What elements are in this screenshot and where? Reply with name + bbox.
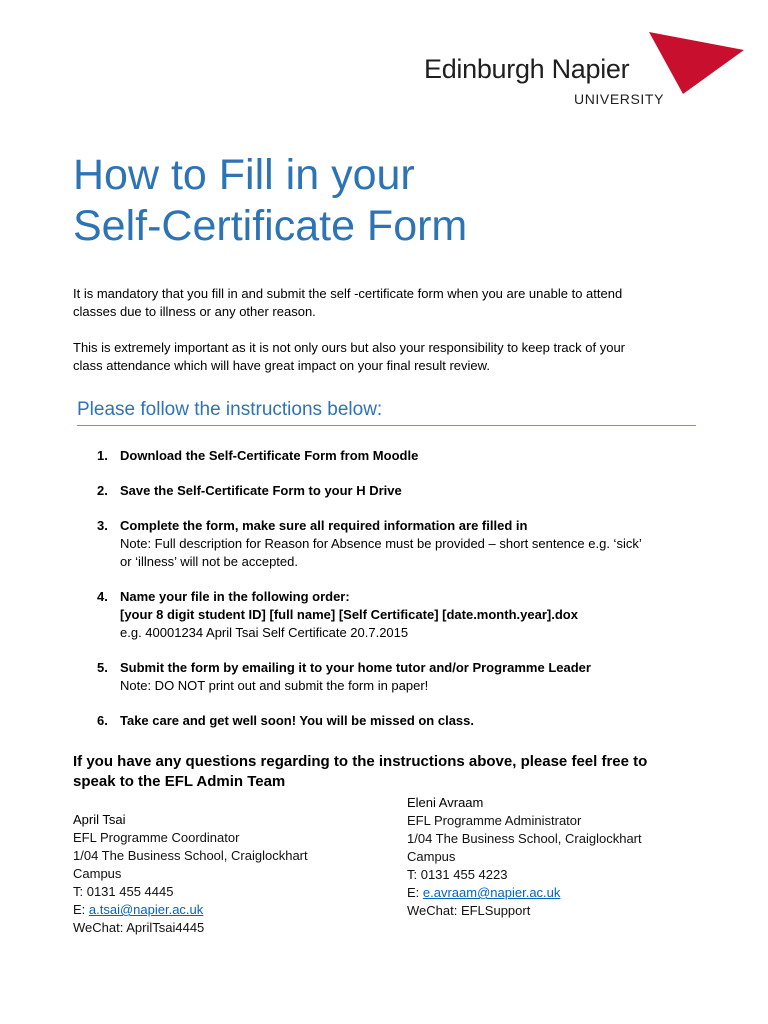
closing-message: [73, 752, 693, 792]
closing-line-1: If you have any questions regarding to the instructions above, please feel free to: [73, 753, 648, 770]
logo-name: Edinburgh Napier: [424, 54, 630, 84]
contact-card-april: [73, 811, 308, 937]
instruction-step: [97, 659, 717, 695]
contact-name: April Tsai: [73, 812, 126, 827]
closing-line-2: speak to the EFL Admin Team: [73, 773, 286, 790]
step-note: or ‘illness’ will not be accepted.: [120, 554, 298, 569]
page-title: [73, 150, 467, 252]
contact-address-line-2: Campus: [73, 866, 122, 881]
contact-role: EFL Programme Administrator: [407, 813, 582, 828]
contact-email-link[interactable]: e.avraam@napier.ac.uk: [422, 885, 561, 900]
step-title: Download the Self-Certificate Form from Moodle: [120, 448, 419, 463]
contact-email-link[interactable]: a.tsai@napier.ac.uk: [88, 902, 204, 917]
instruction-list: [97, 447, 717, 747]
step-title: Take care and get well soon! You will be missed on class.: [120, 713, 475, 728]
step-number: 1.: [97, 448, 108, 463]
university-logo: [424, 32, 744, 112]
step-title: Complete the form, make sure all required information are filled in: [120, 518, 528, 533]
step-example: e.g. 40001234 April Tsai Self Certificate 20.7.2015: [120, 625, 409, 640]
instruction-step: [97, 447, 717, 465]
step-number: 6.: [97, 713, 108, 728]
intro-p1-line-1: It is mandatory that you fill in and submit the self -certificate form when you are unable to attend: [73, 286, 623, 301]
step-note: Note: DO NOT print out and submit the form in paper!: [120, 678, 429, 693]
step-number: 5.: [97, 660, 108, 675]
contact-address-line-1: 1/04 The Business School, Craiglockhart: [407, 831, 642, 846]
contact-name: Eleni Avraam: [407, 795, 484, 810]
contact-phone: T: 0131 455 4445: [73, 884, 174, 899]
intro-paragraph-1: [73, 285, 703, 321]
intro-p1-line-2: classes due to illness or any other reason.: [73, 304, 316, 319]
contact-address-line-1: 1/04 The Business School, Craiglockhart: [73, 848, 308, 863]
instruction-step: [97, 482, 717, 500]
logo-subtitle: UNIVERSITY: [574, 91, 665, 107]
contact-phone: T: 0131 455 4223: [407, 867, 508, 882]
step-number: 3.: [97, 518, 108, 533]
contact-card-eleni: [407, 794, 642, 920]
contact-email-label: E:: [73, 902, 89, 917]
step-number: 4.: [97, 589, 108, 604]
step-note: Note: Full description for Reason for Absence must be provided – short sentence e.g. ‘sick’: [120, 536, 642, 551]
contact-address-line-2: Campus: [407, 849, 456, 864]
contact-email-row: [73, 901, 308, 919]
step-number: 2.: [97, 483, 108, 498]
step-title: Submit the form by emailing it to your home tutor and/or Programme Leader: [120, 660, 591, 675]
step-title: Name your file in the following order:: [120, 589, 350, 604]
contact-email-row: [407, 884, 642, 902]
instruction-step: [97, 517, 717, 571]
intro-paragraph-2: [73, 339, 703, 375]
step-format: [your 8 digit student ID] [full name] [Self Certificate] [date.month.year].dox: [120, 607, 578, 622]
instruction-step: [97, 588, 717, 642]
logo-flag-icon: [649, 32, 744, 94]
contact-role: EFL Programme Coordinator: [73, 830, 240, 845]
contact-wechat: WeChat: AprilTsai4445: [73, 920, 205, 935]
contact-email-label: E:: [407, 885, 423, 900]
instructions-heading: Please follow the instructions below:: [77, 397, 696, 426]
step-title: Save the Self-Certificate Form to your H Drive: [120, 483, 402, 498]
intro-p2-line-1: This is extremely important as it is not only ours but also your responsibility to keep track of your: [73, 340, 626, 355]
intro-p2-line-2: class attendance which will have great impact on your final result review.: [73, 358, 490, 373]
instruction-step: [97, 712, 717, 730]
contact-wechat: WeChat: EFLSupport: [407, 903, 531, 918]
page-title-line-2: Self-Certificate Form: [73, 202, 468, 250]
page-title-line-1: How to Fill in your: [73, 151, 415, 199]
